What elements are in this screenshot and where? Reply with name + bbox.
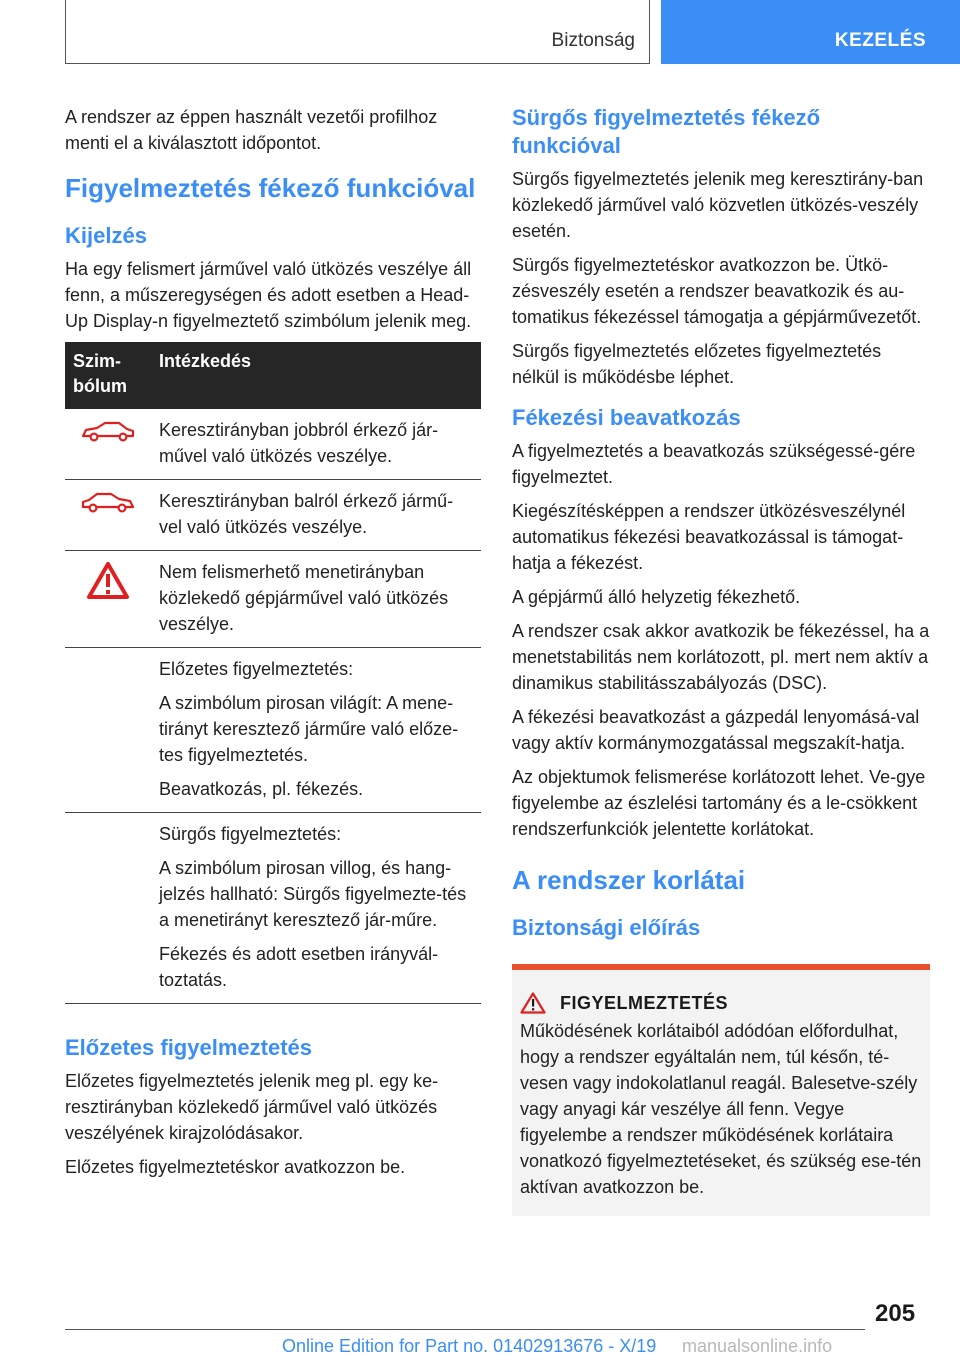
chapter-label: KEZELÉS [834,30,926,51]
brake-text-2: Kiegészítésképpen a rendszer ütközésveszélynél automatikus fékezési beavatkozással is támogat-hatja a fékezést. [512,501,906,573]
chapter-tab[interactable] [661,0,960,64]
urgent-text-3: Sürgős figyelmeztetés előzetes figyelmeztetés nélkül is működésbe léphet. [512,341,882,387]
symbol-table [65,342,481,1004]
urgent-text-1: Sürgős figyelmeztetés jelenik meg keresztirány-ban közlekedő járművel való közvetlen ütközés-veszély esetén. [512,169,924,241]
action-cell: Nem felismerhető menetirányban közlekedő gépjárművel való ütközés veszélye. [151,551,481,648]
brake-text-4: A rendszer csak akkor avatkozik be fékezéssel, ha a menetstabilitás nem korlátozott, pl. mert nem aktív a dinamikus stabilitásszabályozás (DSC). [512,621,930,693]
warning-label: FIGYELMEZTETÉS [560,992,729,1013]
brake-text-6: Az objektumok felismerése korlátozott lehet. Ve-gye figyelembe az észlelési tartomány és a le-csökkent rendszerfunkciók jelentette korlátokat. [512,767,926,839]
urgent-text-2: Sürgős figyelmeztetéskor avatkozzon be. Ütkö-zésveszély esetén a rendszer beavatkozik és au-tomatikus fékezéssel támogatja a gépjárművezetőt. [512,255,922,327]
action-cell: Előzetes figyelmeztetés: A szimbólum pirosan világít: A mene-tirányt keresztező járműre való előze-tes figyelmeztetés. Beavatkozás, pl. fékezés. [151,648,481,813]
intro-text: A rendszer az éppen használt vezetői profilhoz menti el a kiválasztott időpontot. [65,107,438,153]
brake-text-1: A figyelmeztetés a beavatkozás szükségessé-gére figyelmeztet. [512,441,916,487]
table-row [65,409,481,480]
warning-box [512,964,930,1216]
table-row [65,551,481,648]
car-from-right-icon [80,419,136,443]
display-heading: Kijelzés [65,223,147,248]
safety-heading: Biztonsági előírás [512,915,701,940]
col-symbol-header: Szim-bólum [65,342,151,409]
brake-heading: Fékezési beavatkozás [512,405,741,430]
col-action-header: Intézkedés [151,342,481,409]
action-cell: Sürgős figyelmeztetés: A szimbólum pirosan villog, és hang-jelzés hallható: Sürgős figyelmezte-tés a menetirányt keresztező jár-műre. Fékezés és adott esetben irányvál-toztatás. [151,813,481,1004]
section-title: Biztonság [551,30,635,51]
table-row [65,480,481,551]
symbol-cell [65,480,151,551]
table-row [65,648,481,813]
symbol-cell [65,648,151,813]
header-section-box [65,0,650,64]
pre-warning-text-1: Előzetes figyelmeztetés jelenik meg pl. egy ke-resztirányban közlekedő járművel való ütközés veszélyének kirajzolódásakor. [65,1071,439,1143]
table-header-row [65,342,481,409]
symbol-cell [65,409,151,480]
display-text: Ha egy felismert járművel való ütközés veszélye áll fenn, a műszeregységen és adott esetben a Head-Up Display-n figyelmeztető szimbólum jelenik meg. [65,259,472,331]
action-cell: Keresztirányban jobbról érkező jár-művel való ütközés veszélye. [151,409,481,480]
page-title: Figyelmeztetés fékező funkcióval [65,173,476,203]
pre-warning-text-2: Előzetes figyelmeztetéskor avatkozzon be. [65,1157,406,1177]
warning-triangle-icon [86,561,130,601]
car-from-left-icon [80,490,136,514]
footer-divider [65,1329,865,1330]
limits-title: A rendszer korlátai [512,865,746,895]
symbol-cell [65,551,151,648]
watermark: manualsonline.info [682,1336,833,1356]
brake-text-3: A gépjármű álló helyzetig fékezhető. [512,587,801,607]
brake-text-5: A fékezési beavatkozást a gázpedál lenyomásá-val vagy aktív kormánymozgatással megszakít-hatja. [512,707,920,753]
left-column [65,104,481,1188]
warning-header [520,992,922,1014]
edition-text: Online Edition for Part no. 01402913676 - X/19 [282,1336,657,1356]
right-column [512,104,930,1216]
warning-text: Működésének korlátaiból adódóan előfordulhat, hogy a rendszer egyáltalán nem, túl későn, té-vesen vagy indokolatlanul reagál. Balesetve-szély vagy anyagi kár veszélye áll fenn. Vegye figyelembe a rendszer működésének korlátaira vonatkozó figyelmeztetéseket, és szükség ese-tén aktívan avatkozzon be. [520,1021,922,1197]
symbol-cell [65,813,151,1004]
action-cell: Keresztirányban balról érkező jármű-vel való ütközés veszélye. [151,480,481,551]
urgent-warning-heading: Sürgős figyelmeztetés fékező funkcióval [512,105,821,158]
page-number: 205 [875,1300,916,1327]
pre-warning-heading: Előzetes figyelmeztetés [65,1035,312,1060]
warning-triangle-icon [520,992,546,1014]
table-row [65,813,481,1004]
